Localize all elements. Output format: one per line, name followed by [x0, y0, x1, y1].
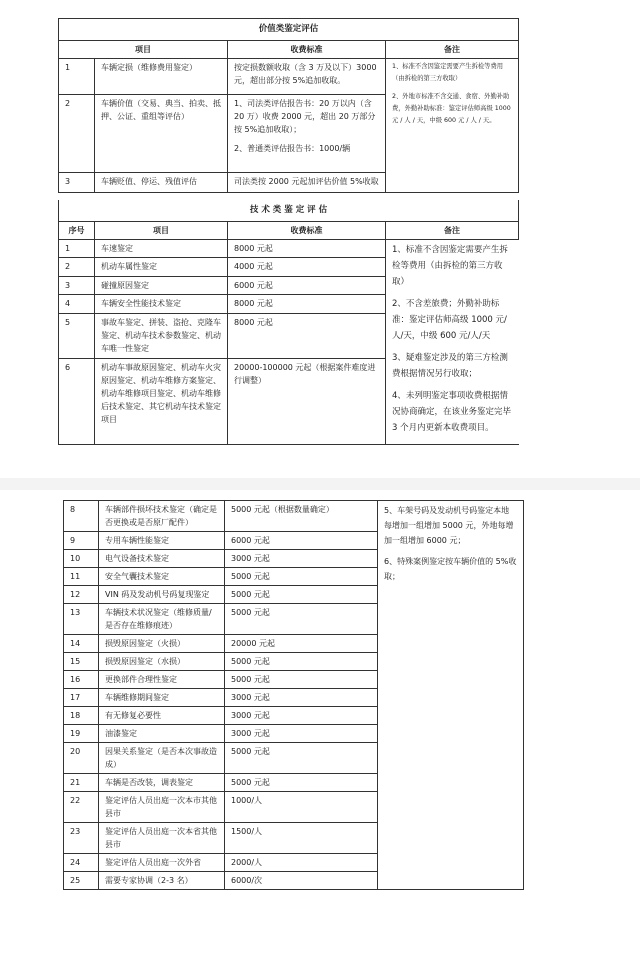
- note-text: 3、疑难鉴定涉及的第三方检测费根据情况另行收取；: [392, 353, 508, 379]
- row-fee: 8000 元起: [228, 240, 386, 258]
- row-fee: 8000 元起: [228, 295, 386, 313]
- row-item: 机动车属性鉴定: [95, 258, 228, 276]
- technical-appraisal-table: [58, 200, 519, 445]
- value-header-fee: 收费标准: [228, 41, 386, 59]
- note-text: 1、标准不含因鉴定需要产生拆检等费用（由拆检的第三方收取）: [392, 245, 508, 287]
- row-fee: 5000 元起: [225, 743, 378, 774]
- table-row: [64, 501, 524, 532]
- row-item: 事故车鉴定、拼装、盗抢、克隆车鉴定、机动车技术参数鉴定、机动车唯一性鉴定: [95, 313, 228, 358]
- row-item: 因果关系鉴定（是否本次事故造成）: [99, 743, 225, 774]
- row-fee: 5000 元起: [225, 653, 378, 671]
- row-fee: 20000-100000 元起（根据案件难度进行调整）: [228, 359, 386, 445]
- row-fee: 4000 元起: [228, 258, 386, 276]
- row-number: 4: [59, 295, 95, 313]
- row-item: 电气设备技术鉴定: [99, 550, 225, 568]
- row-number: 23: [64, 823, 99, 854]
- table-row: [59, 240, 519, 258]
- row-number: 5: [59, 313, 95, 358]
- row-fee: 8000 元起: [228, 313, 386, 358]
- row-number: 3: [59, 276, 95, 294]
- technical-appraisal-table-continued: [63, 500, 524, 890]
- note-text: 1、标准不含因鉴定需要产生拆检等费用（由拆检的第三方收取）: [392, 63, 504, 82]
- row-number: 22: [64, 792, 99, 823]
- row-fee: 3000 元起: [225, 725, 378, 743]
- tech-header-notes: 备注: [386, 222, 519, 240]
- value-header-item: 项目: [59, 41, 228, 59]
- row-fee: 5000 元起: [225, 671, 378, 689]
- row-fee: 2000/人: [225, 854, 378, 872]
- row-number: 10: [64, 550, 99, 568]
- row-number: 8: [64, 501, 99, 532]
- value-table-title: 价值类鉴定评估: [59, 19, 519, 41]
- row-item: 有无修复必要性: [99, 707, 225, 725]
- row-number: 25: [64, 872, 99, 890]
- note-text: 4、未列明鉴定事项收费根据情况协商确定，在该业务鉴定完毕 3 个月内更新本收费项目。: [392, 391, 512, 433]
- tech-header-item: 项目: [95, 222, 228, 240]
- row-fee: 司法类按 2000 元起加评估价值 5%收取: [228, 173, 386, 193]
- row-fee: 6000 元起: [225, 532, 378, 550]
- row-item: 安全气囊技术鉴定: [99, 568, 225, 586]
- row-item: 机动车事故原因鉴定、机动车火灾原因鉴定、机动车维修方案鉴定、机动车维修项目鉴定、机动车维修后技术鉴定、其它机动车技术鉴定项目: [95, 359, 228, 445]
- row-fee: 5000 元起（根据数量确定）: [225, 501, 378, 532]
- row-number: 19: [64, 725, 99, 743]
- row-number: 17: [64, 689, 99, 707]
- row-fee: 1500/人: [225, 823, 378, 854]
- row-number: 18: [64, 707, 99, 725]
- row-number: 12: [64, 586, 99, 604]
- row-item: 专用车辆性能鉴定: [99, 532, 225, 550]
- fee-line: 1、司法类评估报告书：20 万以内（含 20 万）收费 2000 元，超出 20 万部分按 5%追加收取）；: [234, 99, 376, 134]
- row-item: 车辆定损（维修费用鉴定）: [95, 59, 228, 95]
- tech-header-no: 序号: [59, 222, 95, 240]
- row-fee: 5000 元起: [225, 586, 378, 604]
- row-item: 碰撞原因鉴定: [95, 276, 228, 294]
- row-item: 车辆维修期间鉴定: [99, 689, 225, 707]
- row-fee: 3000 元起: [225, 550, 378, 568]
- row-item: VIN 码及发动机号码复现鉴定: [99, 586, 225, 604]
- row-number: 2: [59, 95, 95, 173]
- value-notes-cell: [386, 59, 519, 193]
- row-item: 油漆鉴定: [99, 725, 225, 743]
- row-fee: 按定损数额收取（含 3 万及以下）3000 元，超出部分按 5%追加收取。: [228, 59, 386, 95]
- row-number: 13: [64, 604, 99, 635]
- row-fee: 6000 元起: [228, 276, 386, 294]
- value-header-notes: 备注: [386, 41, 519, 59]
- row-number: 3: [59, 173, 95, 193]
- row-fee: [228, 95, 386, 173]
- row-fee: 5000 元起: [225, 604, 378, 635]
- row-item: 车辆价值（交易、典当、拍卖、抵押、公证、重组等评估）: [95, 95, 228, 173]
- row-fee: 5000 元起: [225, 568, 378, 586]
- row-item: 车辆贬值、停运、残值评估: [95, 173, 228, 193]
- note-text: 2、外地市标准不含交通、食宿、外勤补助费，外勤补助标准：鉴定评估师高级 1000 元 / 人 / 天，中级 600 元 / 人 / 天。: [392, 93, 511, 124]
- row-fee: 1000/人: [225, 792, 378, 823]
- row-item: 更换部件合理性鉴定: [99, 671, 225, 689]
- note-text: 2、不含差旅费；外勤补助标准：鉴定评估师高级 1000 元/人/天，中级 600 元/人/天: [392, 299, 507, 341]
- table-row: [59, 59, 519, 95]
- row-number: 14: [64, 635, 99, 653]
- row-item: 损毁原因鉴定（火损）: [99, 635, 225, 653]
- tech-notes-cell: [386, 240, 519, 445]
- row-fee: 5000 元起: [225, 774, 378, 792]
- tech-table-title: 技 术 类 鉴 定 评 估: [59, 200, 519, 222]
- row-number: 16: [64, 671, 99, 689]
- row-number: 11: [64, 568, 99, 586]
- row-item: 损毁原因鉴定（水损）: [99, 653, 225, 671]
- row-fee: 3000 元起: [225, 689, 378, 707]
- row-item: 鉴定评估人员出庭一次外省: [99, 854, 225, 872]
- note-text: 6、特殊案例鉴定按车辆价值的 5%收取；: [384, 557, 517, 581]
- row-item: 鉴定评估人员出庭一次本市其他县市: [99, 792, 225, 823]
- row-fee: 6000/次: [225, 872, 378, 890]
- tech-header-fee: 收费标准: [228, 222, 386, 240]
- row-number: 6: [59, 359, 95, 445]
- row-item: 车速鉴定: [95, 240, 228, 258]
- row-number: 1: [59, 240, 95, 258]
- fee-line: 2、普通类评估报告书：1000/辆: [234, 144, 351, 153]
- row-number: 2: [59, 258, 95, 276]
- row-item: 车辆部件损坏技术鉴定（确定是否更换或是否原厂配件）: [99, 501, 225, 532]
- row-number: 24: [64, 854, 99, 872]
- row-number: 15: [64, 653, 99, 671]
- page-gap: [0, 478, 640, 490]
- row-fee: 3000 元起: [225, 707, 378, 725]
- value-appraisal-table: [58, 18, 519, 193]
- row-item: 车辆技术状况鉴定（维修质量/是否存在维修痕迹）: [99, 604, 225, 635]
- row-number: 9: [64, 532, 99, 550]
- row-number: 20: [64, 743, 99, 774]
- cont-notes-cell: [378, 501, 524, 890]
- row-item: 车辆是否改装，调表鉴定: [99, 774, 225, 792]
- row-number: 21: [64, 774, 99, 792]
- row-item: 鉴定评估人员出庭一次本省其他县市: [99, 823, 225, 854]
- row-fee: 20000 元起: [225, 635, 378, 653]
- note-text: 5、车架号码及发动机号码鉴定本地每增加一组增加 5000 元，外地每增加一组增加 6000 元；: [384, 506, 514, 545]
- row-item: 车辆安全性能技术鉴定: [95, 295, 228, 313]
- row-number: 1: [59, 59, 95, 95]
- row-item: 需要专家协调（2-3 名）: [99, 872, 225, 890]
